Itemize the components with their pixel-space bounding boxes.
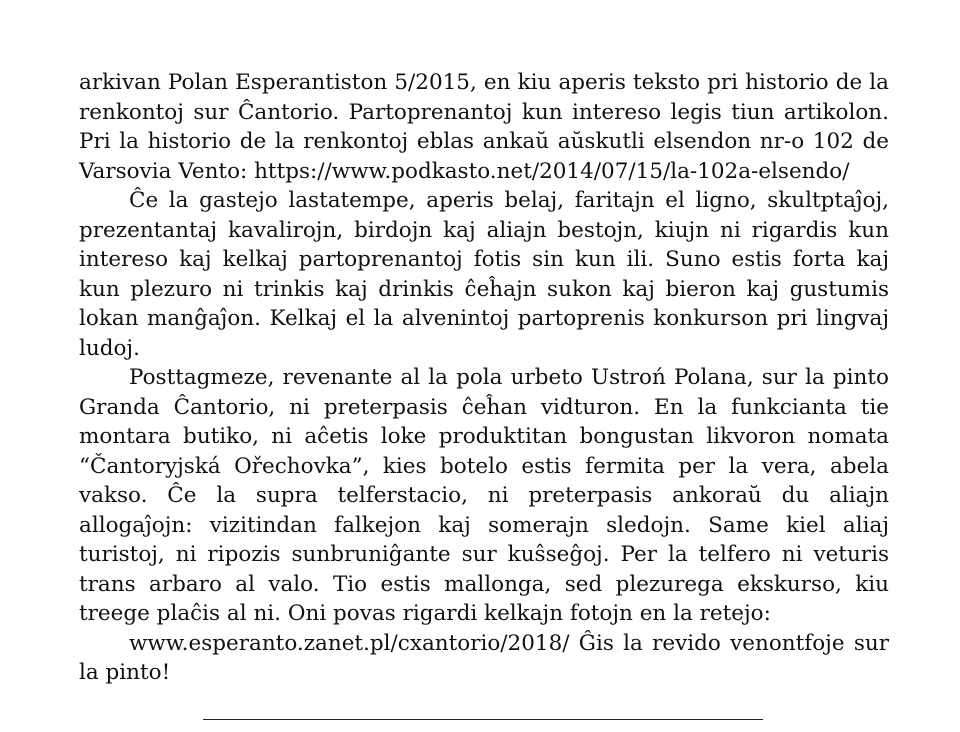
paragraph-closing: www.esperanto.zanet.pl/cxantorio/2018/ Ĝis la revido venontfoje sur la pinto!	[79, 630, 889, 685]
article-body	[79, 68, 889, 688]
paragraph-archive-reference: arkivan Polan Esperantiston 5/2015, en kiu aperis teksto pri historio de la renkontoj sur Ĉantorio. Partoprenantoj kun intereso legis tiun artikolon. Pri la historio de la renkontoj eblas ankaŭ aŭskutli elsendon nr-o 102 de Varsovia Vento: https://www.podkasto.net/2014/07/15/la-102a-elsendo/	[79, 70, 889, 184]
paragraph-guesthouse: Ĉe la gastejo lastatempe, aperis belaj, faritajn el ligno, skultptaĵoj, prezentantaj kavalirojn, birdojn kaj aliajn bestojn, kiujn ni rigardis kun intereso kaj kelkaj partoprenantoj fotis sin kun ili. Suno estis forta kaj kun plezuro ni trinkis kaj drinkis ĉeĥajn sukon kaj bieron kaj gustumis lokan manĝaĵon. Kelkaj el la alvenintoj partoprenis konkurson pri lingvaj ludoj.	[79, 188, 889, 361]
paragraph-afternoon-trip: Posttagmeze, revenante al la pola urbeto Ustroń Polana, sur la pinto Granda Ĉantorio, ni preterpasis ĉeĥan vidturon. En la funkcianta tie montara butiko, ni aĉetis loke produktitan bongustan likvoron nomata “Čantoryjská Ořechovka”, kies botelo estis fermita per la vera, abela vakso. Ĉe la supra telferstacio, ni preterpasis ankoraŭ du aliajn allogaĵojn: vizitindan falkejon kaj somerajn sledojn. Same kiel aliaj turistoj, ni ripozis sunbruniĝante sur kuŝseĝoj. Per la telfero ni veturis trans arbaro al valo. Tio estis mallonga, sed plezurega ekskurso, kiu treege plaĉis al ni. Oni povas rigardi kelkajn fotojn en la retejo:	[79, 365, 889, 626]
footnote-divider	[203, 719, 763, 720]
